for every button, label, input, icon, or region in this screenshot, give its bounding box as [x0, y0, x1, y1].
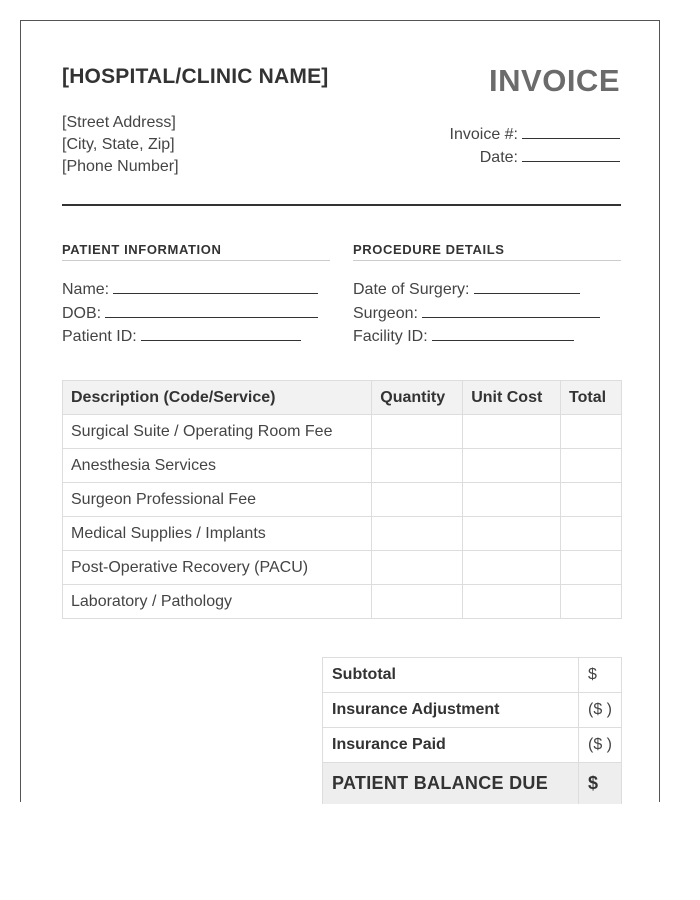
date-of-surgery-label: Date of Surgery:: [353, 281, 470, 298]
hospital-address: [62, 112, 179, 178]
row-total-cell[interactable]: [561, 415, 622, 449]
insurance-adjustment-row: [323, 693, 622, 728]
procedure-details-fields: [353, 278, 621, 349]
table-header-row: [63, 381, 622, 415]
date-of-surgery-blank[interactable]: [474, 278, 580, 294]
street-address: [Street Address]: [62, 114, 176, 131]
row-total-cell[interactable]: [561, 483, 622, 517]
row-quantity-cell[interactable]: [372, 483, 463, 517]
row-quantity-cell[interactable]: [372, 585, 463, 619]
subtotal-value[interactable]: $: [579, 658, 622, 693]
patient-dob-field: [62, 302, 330, 326]
procedure-details-section: [353, 242, 621, 349]
facility-id-blank[interactable]: [432, 325, 574, 341]
insurance-adjustment-value[interactable]: ($ ): [579, 693, 622, 728]
patient-name-label: Name:: [62, 281, 110, 298]
table-row: [63, 415, 622, 449]
patient-name-blank[interactable]: [113, 278, 318, 294]
column-header-description: Description (Code/Service): [63, 381, 372, 415]
balance-due-label: PATIENT BALANCE DUE: [323, 763, 579, 804]
balance-due-value[interactable]: $: [579, 763, 622, 804]
table-row: [63, 483, 622, 517]
patient-id-blank[interactable]: [141, 325, 301, 341]
row-total-cell[interactable]: [561, 449, 622, 483]
invoice-date-blank[interactable]: [522, 146, 620, 162]
row-unit-cost-cell[interactable]: [463, 517, 561, 551]
row-description: Post-Operative Recovery (PACU): [63, 551, 372, 585]
surgeon-label: Surgeon:: [353, 304, 418, 322]
row-description: Medical Supplies / Implants: [63, 517, 372, 551]
column-header-quantity: Quantity: [372, 381, 463, 415]
patient-dob-label: DOB:: [62, 304, 102, 322]
insurance-adjustment-label: Insurance Adjustment: [323, 693, 579, 728]
surgeon-field: [353, 302, 621, 326]
city-state-zip: [City, State, Zip]: [62, 136, 175, 153]
row-quantity-cell[interactable]: [372, 551, 463, 585]
header-divider: [62, 204, 621, 206]
patient-information-fields: [62, 278, 330, 349]
hospital-name: [HOSPITAL/CLINIC NAME]: [62, 65, 329, 88]
invoice-date-row: [450, 146, 620, 169]
balance-due-row: [323, 763, 622, 804]
row-unit-cost-cell[interactable]: [463, 449, 561, 483]
row-quantity-cell[interactable]: [372, 449, 463, 483]
subtotal-row: [323, 658, 622, 693]
patient-name-field: [62, 278, 330, 302]
patient-id-label: Patient ID:: [62, 328, 137, 345]
row-unit-cost-cell[interactable]: [463, 483, 561, 517]
row-total-cell[interactable]: [561, 517, 622, 551]
row-description: Surgeon Professional Fee: [63, 483, 372, 517]
patient-dob-blank[interactable]: [105, 302, 318, 318]
date-of-surgery-field: [353, 278, 621, 302]
row-description: Anesthesia Services: [63, 449, 372, 483]
row-total-cell[interactable]: [561, 585, 622, 619]
procedure-details-heading: PROCEDURE DETAILS: [353, 242, 621, 261]
totals-table: [322, 657, 622, 804]
invoice-meta: [450, 123, 620, 169]
table-row: [63, 585, 622, 619]
surgeon-blank[interactable]: [422, 302, 600, 318]
invoice-number-row: [450, 123, 620, 146]
patient-information-section: [62, 242, 330, 349]
row-total-cell[interactable]: [561, 551, 622, 585]
table-row: [63, 449, 622, 483]
row-quantity-cell[interactable]: [372, 517, 463, 551]
table-row: [63, 551, 622, 585]
row-unit-cost-cell[interactable]: [463, 551, 561, 585]
patient-information-heading: PATIENT INFORMATION: [62, 242, 330, 261]
subtotal-label: Subtotal: [323, 658, 579, 693]
insurance-paid-label: Insurance Paid: [323, 728, 579, 763]
row-description: Surgical Suite / Operating Room Fee: [63, 415, 372, 449]
facility-id-label: Facility ID:: [353, 328, 428, 345]
invoice-page: [20, 20, 660, 802]
patient-id-field: [62, 325, 330, 349]
invoice-number-label: Invoice #:: [449, 126, 518, 143]
invoice-date-label: Date:: [479, 149, 518, 166]
row-unit-cost-cell[interactable]: [463, 585, 561, 619]
row-unit-cost-cell[interactable]: [463, 415, 561, 449]
row-description: Laboratory / Pathology: [63, 585, 372, 619]
row-quantity-cell[interactable]: [372, 415, 463, 449]
table-row: [63, 517, 622, 551]
facility-id-field: [353, 325, 621, 349]
phone-number: [Phone Number]: [62, 158, 179, 175]
invoice-title: INVOICE: [489, 63, 620, 98]
column-header-total: Total: [561, 381, 622, 415]
insurance-paid-value[interactable]: ($ ): [579, 728, 622, 763]
invoice-number-blank[interactable]: [522, 123, 620, 139]
line-items-table: [62, 380, 622, 619]
column-header-unit-cost: Unit Cost: [463, 381, 561, 415]
insurance-paid-row: [323, 728, 622, 763]
